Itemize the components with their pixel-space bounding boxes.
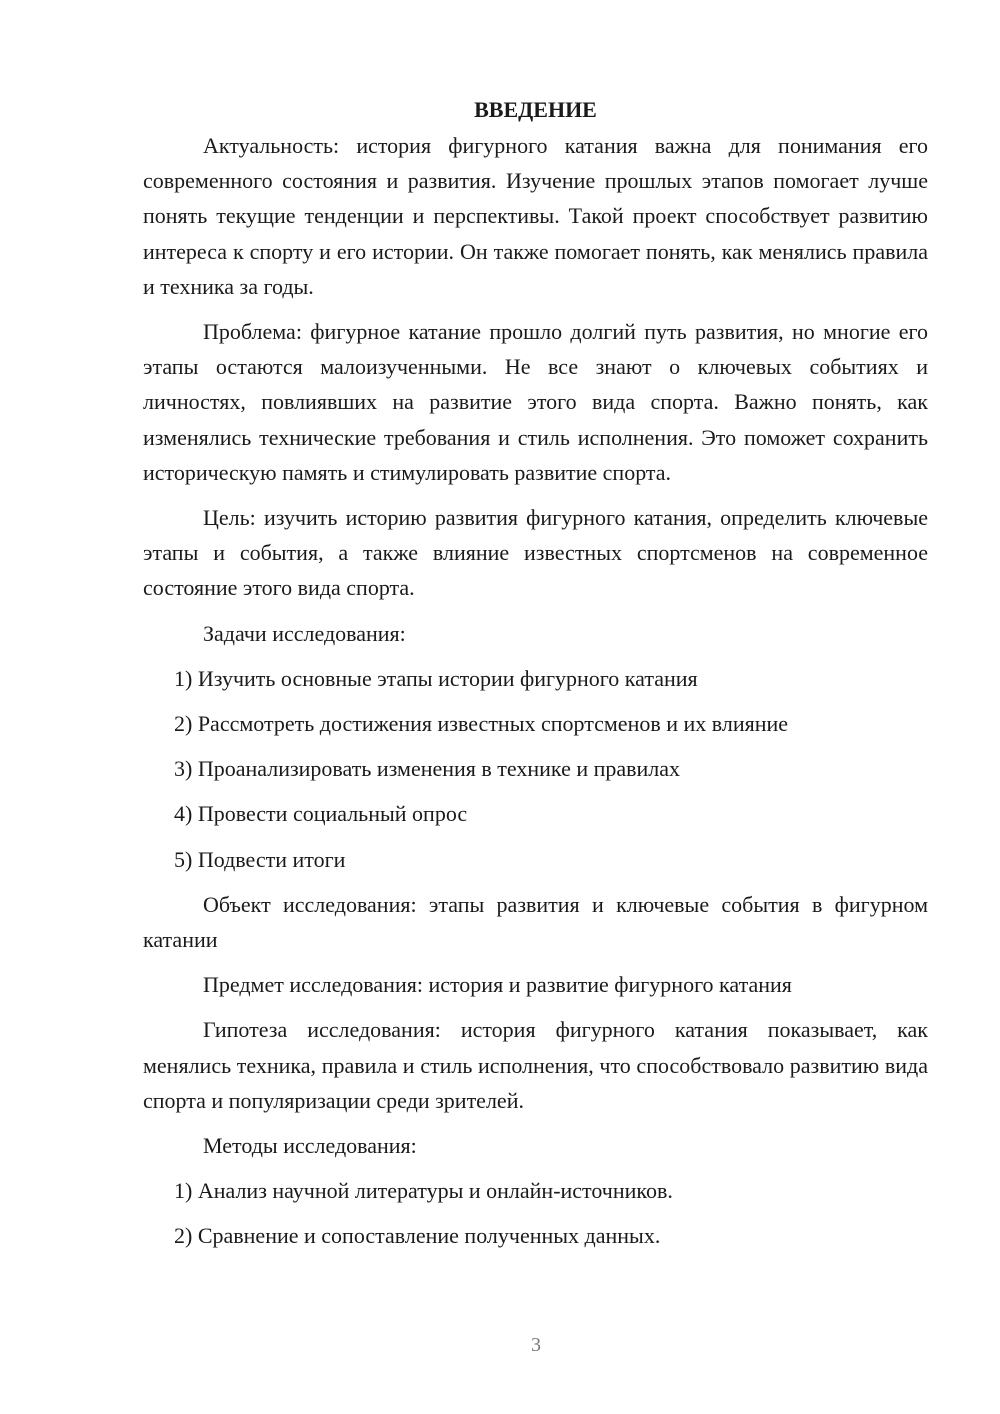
object-paragraph: Объект исследования: этапы развития и ключевые события в фигурном катании	[143, 891, 928, 953]
page-number: 3	[531, 1334, 541, 1356]
task-item: 2) Рассмотреть достижения известных спортсменов и их влияние	[174, 711, 789, 737]
problem-paragraph: Проблема: фигурное катание прошло долгий путь развития, но многие его этапы остаются малоизученными. Не все знают о ключевых событиях и личностях, повлиявших на развитие этого вида спорта. Важно понять, как изменялись технические требования и стиль исполнения. Это поможет сохранить историческую память и стимулировать развитие спорта.	[143, 319, 928, 485]
task-item: 1) Изучить основные этапы истории фигурного катания	[174, 665, 698, 691]
subject-paragraph: Предмет исследования: история и развитие фигурного катания	[203, 972, 792, 998]
methods-list	[143, 1173, 928, 1253]
hypothesis-paragraph: Гипотеза исследования: история фигурного катания показывает, как менялись техника, правила и стиль исполнения, что способствовало развитию вида спорта и популяризации среди зрителей.	[143, 1017, 928, 1113]
task-item: 3) Проанализировать изменения в технике и правилах	[174, 756, 681, 782]
document-page	[143, 92, 928, 1264]
method-item: 1) Анализ научной литературы и онлайн-источников.	[174, 1178, 673, 1204]
relevance-paragraph: Актуальность: история фигурного катания важна для понимания его современного состояния и развития. Изучение прошлых этапов помогает лучше понять текущие тенденции и перспективы. Такой проект способствует развитию интереса к спорту и его истории. Он также помогает понять, как менялись правила и техника за годы.	[143, 133, 928, 299]
task-item: 5) Подвести итоги	[174, 846, 346, 872]
methods-label: Методы исследования:	[203, 1133, 417, 1159]
tasks-list	[143, 661, 928, 877]
goal-paragraph: Цель: изучить историю развития фигурного катания, определить ключевые этапы и события, а также влияние известных спортсменов на современное состояние этого вида спорта.	[143, 505, 928, 601]
task-item: 4) Провести социальный опрос	[174, 801, 468, 827]
section-heading: ВВЕДЕНИЕ	[474, 97, 597, 122]
method-item: 2) Сравнение и сопоставление полученных данных.	[174, 1223, 661, 1249]
tasks-label: Задачи исследования:	[203, 620, 406, 646]
